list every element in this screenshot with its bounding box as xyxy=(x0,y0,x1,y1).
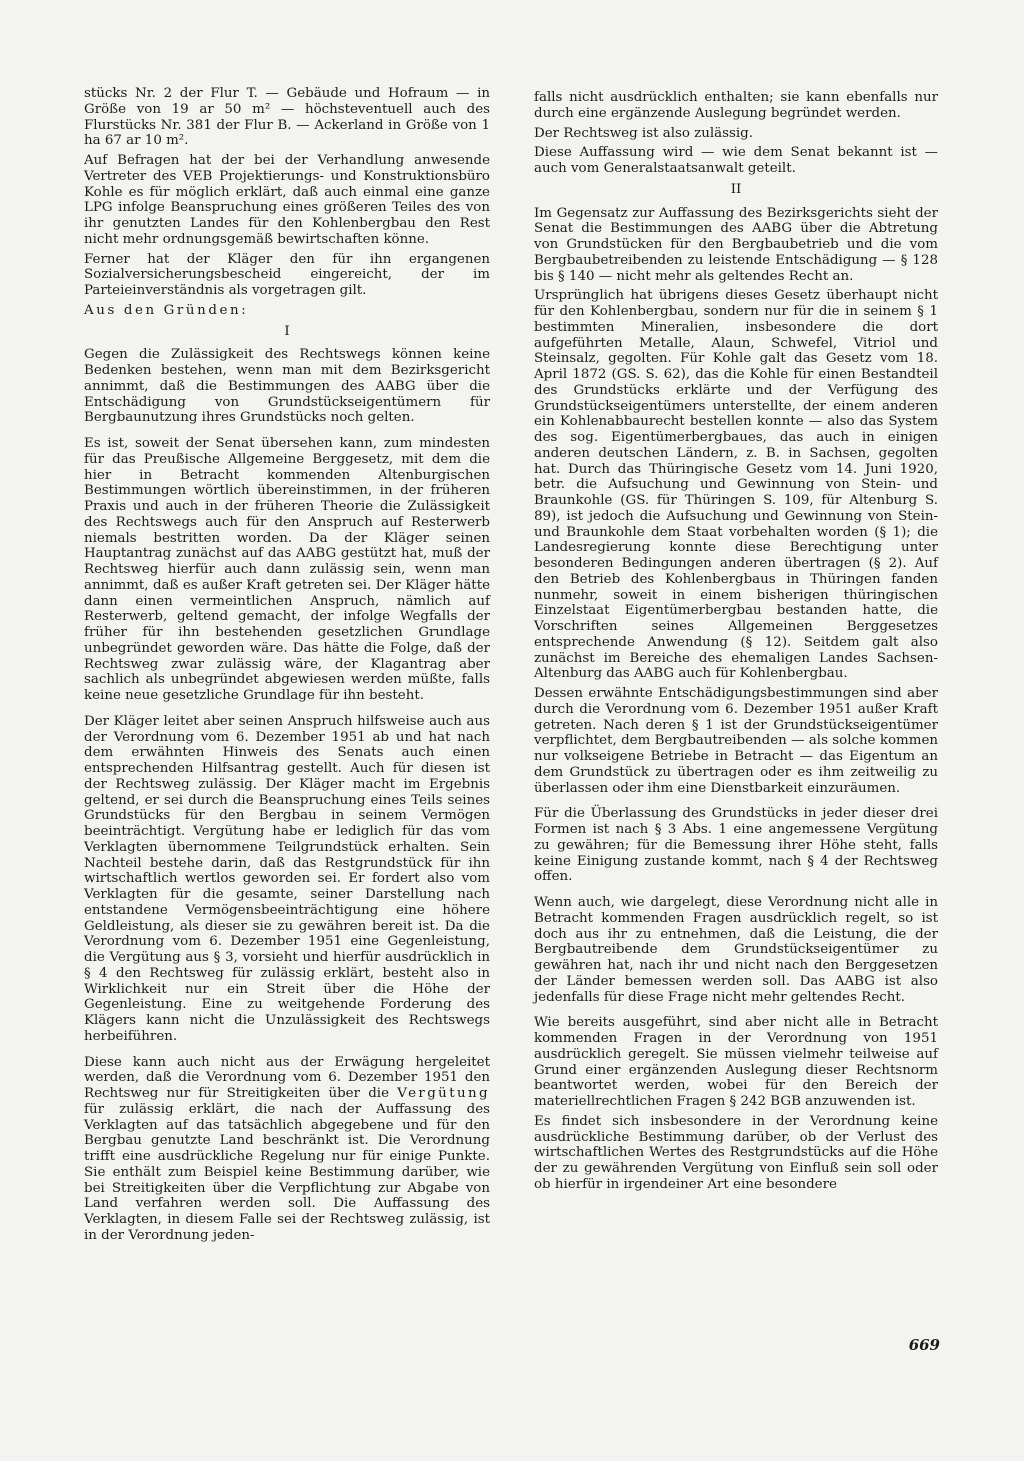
paragraph: Diese Auffassung wird — wie dem Senat bekannt ist — auch vom Generalstaatsanwalt geteilt. xyxy=(534,145,938,176)
right-column xyxy=(534,90,938,1197)
section-number: I xyxy=(284,323,290,339)
paragraph: falls nicht ausdrücklich enthalten; sie kann ebenfalls nur durch eine ergänzende Auslegung begründet werden. xyxy=(534,90,938,121)
paragraph: Es findet sich insbesondere in der Verordnung keine ausdrückliche Bestimmung darüber, ob der Verlust des wirtschaftlichen Wertes des Restgrundstücks auf die Höhe der zu gewährenden Vergütung von Einfluß sein soll oder ob hierfür in irgendeiner Art eine besondere xyxy=(534,1113,938,1192)
left-column xyxy=(84,86,490,1248)
paragraph: Im Gegensatz zur Auffassung des Bezirksgerichts sieht der Senat die Bestimmungen des AABG über die Abtretung von Grundstücken für den Bergbaubetrieb und die vom Bergbaubetreibenden zu leistende Entschädigung — § 128 bis § 140 — nicht mehr als geltendes Recht an. xyxy=(534,205,938,284)
section-heading: Aus den Gründen: xyxy=(84,302,249,318)
paragraph: Ursprünglich hat übrigens dieses Gesetz überhaupt nicht für den Kohlenbergbau, sondern nur für die in seinem § 1 bestimmten Mineralien, insbesondere die dort aufgeführten Metalle, Alaun, Schwefel, Vitriol und Steinsalz, gegolten. Für Kohle galt das Gesetz vom 18. April 1872 (GS. S. 62), das die Kohle für einen Bestandteil des Grundstücks erklärte und der Verfügung des Grundstückseigentümers unterstellte, der einem anderen ein Kohlenabbaurecht bestellen konnte — also das System des sog. Eigentümerbergbaues, das auch in einigen anderen deutschen Ländern, z. B. in Sachsen, gegolten hat. Durch das Thüringische Gesetz vom 14. Juni 1920, betr. die Aufsuchung und Gewinnung von Stein- und Braunkohle (GS. für Thüringen S. 109, für Altenburg S. 89), ist jedoch die Aufsuchung und Gewinnung von Stein- und Braunkohle dem Staat vorbehalten worden (§ 1); die Landesregierung konnte diese Berechtigung unter besonderen Bedingungen anderen übertragen (§ 2). Auf den Betrieb des Kohlenbergbaus in Thüringen fanden nunmehr, soweit in einem bisherigen thüringischen Einzelstaat Eigentümerbergbau bestanden hatte, die Vorschriften seines Allgemeinen Berggesetzes entsprechende Anwendung (§ 12). Seitdem galt also zunächst im Bereiche des ehemaligen Landes Sachsen-Altenburg das AABG auch für Kohlenbergbau. xyxy=(534,288,938,682)
paragraph xyxy=(84,1055,490,1244)
paragraph: stücks Nr. 2 der Flur T. — Gebäude und Hofraum — in Größe von 19 ar 50 m² — höchsteventuell auch des Flurstücks Nr. 381 der Flur B. — Ackerland in Größe von 1 ha 67 ar 10 m². xyxy=(84,86,490,149)
paragraph: Dessen erwähnte Entschädigungsbestimmungen sind aber durch die Verordnung vom 6. Dezember 1951 außer Kraft getreten. Nach deren § 1 ist der Grundstückseigentümer verpflichtet, dem Bergbautreibenden — als solche kommen nur volkseigene Betriebe in Betracht — das Eigentum an dem Grundstück zu übertragen oder es ihm zeitweilig zu überlassen oder ihm eine Dienstbarkeit einzuräumen. xyxy=(534,686,938,796)
paragraph: Auf Befragen hat der bei der Verhandlung anwesende Vertreter des VEB Projektierungs- und Konstruktionsbüro Kohle es für möglich erklärt, daß auch einmal eine ganze LPG infolge Beanspruchung eines größeren Teiles des von ihr genutzten Landes für den Kohlenbergbau den Rest nicht mehr ordnungsgemäß bewirtschaften könne. xyxy=(84,153,490,247)
text-run: für zulässig erklärt, die nach der Auffassung des Verklagten auf das tatsächlich abgegebene und für den Bergbau genutzte Land beschränkt ist. Die Verordnung trifft eine ausdrückliche Regelung nur für einige Punkte. Sie enthält zum Beispiel keine Bestimmung darüber, wie bei Streitigkeiten über die Verpflichtung zur Abgabe von Land verfahren werden soll. Die Auffassung des Verklagten, in diesem Falle sei der Rechtsweg zulässig, ist in der Verordnung jeden- xyxy=(84,1101,490,1243)
paragraph: Der Kläger leitet aber seinen Anspruch hilfsweise auch aus der Verordnung vom 6. Dezember 1951 ab und hat nach dem erwähnten Hinweis des Senats auch einen entsprechenden Hilfsantrag gestellt. Auch für diesen ist der Rechtsweg zulässig. Der Kläger macht im Ergebnis geltend, er sei durch die Beanspruchung eines Teils seines Grundstücks für den Bergbau in seinem Vermögen beeinträchtigt. Vergütung habe er lediglich für das vom Verklagten übernommene Teilgrundstück erhalten. Sein Nachteil bestehe darin, daß das Restgrundstück für ihn wirtschaftlich wertlos geworden sei. Er fordert also vom Verklagten für die gesamte, seiner Darstellung nach entstandene Vermögensbeeinträchtigung eine höhere Geldleistung, als dieser sie zu gewähren bereit ist. Da die Verordnung vom 6. Dezember 1951 eine Gegenleistung, die Vergütung aus § 3, vorsieht und hierfür ausdrücklich in § 4 den Rechtsweg für zulässig erklärt, besteht also in Wirklichkeit nur ein Streit über die Höhe der Gegenleistung. Eine zu weitgehende Forderung des Klägers kann nicht die Unzulässigkeit des Rechtswegs herbeiführen. xyxy=(84,713,490,1044)
text-run: Diese kann auch nicht aus der Erwägung hergeleitet werden, daß die Verordnung vom 6. Dezember 1951 den Rechtsweg nur für Streitigkeiten über die xyxy=(84,1054,490,1101)
spaced-emphasis: Vergütung xyxy=(397,1086,490,1101)
paragraph: Wie bereits ausgeführt, sind aber nicht alle in Betracht kommenden Fragen in der Verordnung von 1951 ausdrücklich geregelt. Sie müssen vielmehr teilweise auf Grund einer ergänzenden Auslegung dieser Rechtsnorm beantwortet werden, wobei für den Bereich der materiellrechtlichen Fragen § 242 BGB anzuwenden ist. xyxy=(534,1015,938,1109)
paragraph: Wenn auch, wie dargelegt, diese Verordnung nicht alle in Betracht kommenden Fragen ausdrücklich regelt, so ist doch aus ihr zu entnehmen, daß die Leistung, die der Bergbautreibende dem Grundstückseigentümer zu gewähren hat, nach ihr und nicht nach den Berggesetzen der Länder bemessen werden soll. Das AABG ist also jedenfalls für diese Frage nicht mehr geltendes Recht. xyxy=(534,895,938,1005)
paragraph: Es ist, soweit der Senat übersehen kann, zum mindesten für das Preußische Allgemeine Berggesetz, mit dem die hier in Betracht kommenden Altenburgischen Bestimmungen wörtlich übereinstimmen, in der früheren Praxis und auch in der früheren Theorie die Zulässigkeit des Rechtswegs auch für den Anspruch auf Resterwerb niemals bestritten worden. Da der Kläger seinen Hauptantrag zunächst auf das AABG gestützt hat, muß der Rechtsweg hierfür auch dann zulässig sein, wenn man annimmt, daß es außer Kraft getreten sei. Der Kläger hätte dann einen vermeintlichen Anspruch, nämlich auf Resterwerb, geltend gemacht, der infolge Wegfalls der früher für ihn bestehenden gesetzlichen Grundlage unbegründet geworden wäre. Das hätte die Folge, daß der Rechtsweg zwar zulässig wäre, der Klagantrag aber sachlich als unbegründet abgewiesen werden müßte, falls keine neue gesetzliche Grundlage für ihn besteht. xyxy=(84,436,490,703)
paragraph: Ferner hat der Kläger den für ihn ergangenen Sozialversicherungsbescheid eingereicht, der im Parteieinverständnis als vorgetragen gilt. xyxy=(84,251,490,298)
page-number: 669 xyxy=(908,1336,940,1354)
paragraph: Der Rechtsweg ist also zulässig. xyxy=(534,125,753,141)
section-number: II xyxy=(730,181,742,197)
paragraph: Für die Überlassung des Grundstücks in jeder dieser drei Formen ist nach § 3 Abs. 1 eine angemessene Vergütung zu gewähren; für die Bemessung ihrer Höhe steht, falls keine Einigung zustande kommt, nach § 4 der Rechtsweg offen. xyxy=(534,806,938,885)
paragraph: Gegen die Zulässigkeit des Rechtswegs können keine Bedenken bestehen, wenn man mit dem Bezirksgericht annimmt, daß die Bestimmungen des AABG über die Entschädigung von Grundstückseigentümern für Bergbaunutzung ihres Grundstücks noch gelten. xyxy=(84,347,490,426)
